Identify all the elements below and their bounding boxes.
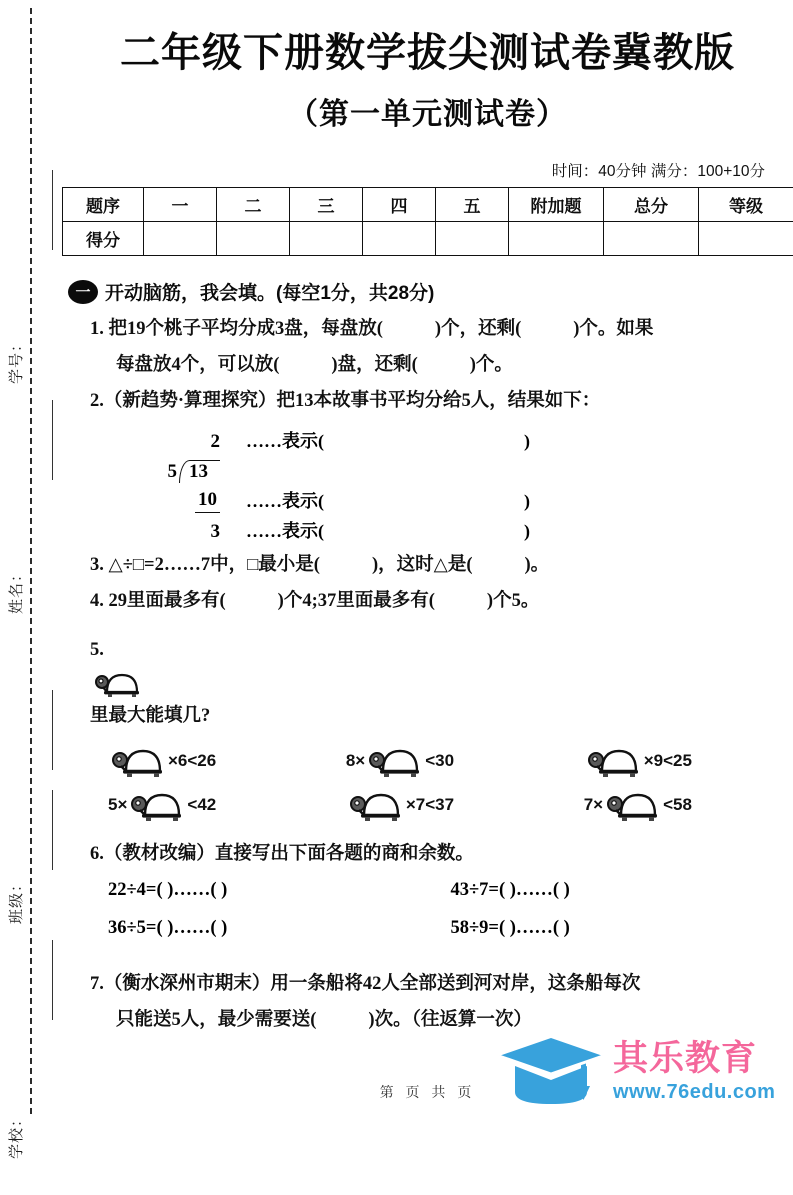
division-label-b	[246, 487, 530, 513]
score-cell[interactable]	[144, 222, 217, 256]
score-table-header-cell: 二	[217, 188, 290, 222]
division-remainder-row	[102, 513, 793, 543]
division-label-c-close: )	[524, 521, 530, 541]
q5-item-2	[346, 744, 584, 778]
q4-text-c: )个5。	[487, 591, 539, 611]
question-7	[90, 966, 783, 1038]
q5-item-5-after: ×7<37	[406, 795, 454, 815]
q5-item-1-after: ×6<26	[168, 751, 216, 771]
q3-text-b: )，这时△是(	[372, 555, 473, 575]
margin-field-school: 学校：	[5, 1075, 26, 1195]
score-table-header-cell: 五	[436, 188, 509, 222]
division-bracket	[179, 460, 220, 483]
q5-item-3-after: ×9<25	[644, 751, 692, 771]
division-remainder-wrap	[102, 521, 232, 543]
seal-line-segment	[52, 790, 53, 870]
brand-url: www.76edu.com	[613, 1081, 775, 1104]
division-product: 10	[195, 489, 220, 513]
score-table-header-row	[63, 188, 793, 222]
question-4-line	[90, 583, 783, 619]
question-6-row-2	[108, 910, 793, 948]
score-table-header-cell: 总分	[604, 188, 699, 222]
division-label-b-text: ……表示(	[246, 491, 324, 511]
question-4	[90, 583, 783, 619]
left-margin-strip	[0, 0, 62, 1122]
turtle-icon	[584, 744, 644, 778]
turtle-icon	[346, 788, 406, 822]
q5-item-4-after: <42	[187, 795, 216, 815]
division-dividend-row	[102, 453, 793, 483]
page-title: 二年级下册数学拔尖测试卷冀教版	[62, 0, 793, 77]
score-table-header-cell: 附加题	[509, 188, 604, 222]
score-table-header-cell: 三	[290, 188, 363, 222]
q4-text-b: )个4;37里面最多有(	[278, 591, 435, 611]
score-table-value-row	[63, 222, 793, 256]
margin-field-class: 班级：	[5, 840, 26, 960]
brand-text-block	[613, 1041, 775, 1104]
q3-text-c: )。	[525, 555, 550, 575]
section-number-badge: 一	[68, 280, 98, 304]
division-dividend-wrap	[102, 460, 220, 483]
question-3	[90, 547, 783, 583]
q6-item-4[interactable]: 58÷9=( )……( )	[451, 910, 793, 948]
seal-line-segment	[52, 690, 53, 770]
q7-text-a: 只能送5人，最少需要送(	[116, 1010, 316, 1030]
q6-item-3[interactable]: 36÷5=( )……( )	[108, 910, 451, 948]
q5-item-4	[108, 788, 346, 822]
question-2-stem: 2.（新趋势·算理探究）把13本故事书平均分给5人，结果如下：	[90, 383, 783, 419]
question-6-stem: 6.（教材改编）直接写出下面各题的商和余数。	[90, 836, 783, 872]
question-3-line	[90, 547, 783, 583]
q1-text-e: )盘，还剩(	[331, 355, 417, 375]
brand-name: 其乐教育	[613, 1041, 775, 1076]
turtle-icon	[108, 744, 168, 778]
q6-item-1[interactable]: 22÷4=( )……( )	[108, 872, 451, 910]
margin-field-student-id: 学号：	[5, 300, 26, 420]
q5-item-1	[108, 744, 346, 778]
page-footer: 第 页 共 页	[62, 1082, 793, 1102]
q5-item-3	[584, 744, 793, 778]
score-table-row-label: 得分	[63, 222, 144, 256]
exam-meta: 时间：40分钟 满分：100+10分	[62, 159, 765, 181]
score-cell[interactable]	[436, 222, 509, 256]
question-5-row-1	[108, 744, 793, 778]
q1-text-b: )个，还剩(	[435, 319, 521, 339]
exam-sheet	[62, 0, 793, 1122]
q1-text-d: 每盘放4个，可以放(	[116, 355, 279, 375]
turtle-icon	[603, 788, 663, 822]
division-label-a-close: )	[524, 431, 530, 451]
turtle-icon	[91, 668, 143, 698]
dashed-cut-line	[30, 8, 32, 1114]
q5-item-6-after: <58	[663, 795, 692, 815]
question-1	[90, 311, 783, 383]
question-1-line-2	[116, 347, 783, 383]
division-divisor: 5	[168, 461, 178, 483]
q1-text-c: )个。如果	[573, 319, 653, 339]
section-one-header	[68, 278, 793, 305]
q1-text-a: 1. 把19个桃子平均分成3盘，每盘放(	[90, 319, 383, 339]
score-cell[interactable]	[290, 222, 363, 256]
question-5	[90, 632, 783, 734]
q1-text-f: )个。	[470, 355, 513, 375]
score-cell[interactable]	[217, 222, 290, 256]
question-6-row-1	[108, 872, 793, 910]
q5-item-2-after: <30	[425, 751, 454, 771]
page-subtitle: （第一单元测试卷）	[62, 77, 793, 133]
margin-field-name: 姓名：	[5, 530, 26, 650]
division-quotient: 2	[102, 431, 232, 453]
score-table-header-cell: 一	[144, 188, 217, 222]
question-7-line-1: 7.（衡水深州市期末）用一条船将42人全部送到河对岸，这条船每次	[90, 966, 783, 1002]
division-dividend: 13	[189, 461, 208, 482]
q5-stem-text: 里最大能填几?	[90, 706, 210, 726]
question-5-row-2	[108, 788, 793, 822]
turtle-icon	[127, 788, 187, 822]
question-6	[90, 836, 783, 872]
score-cell[interactable]	[604, 222, 699, 256]
turtle-icon	[365, 744, 425, 778]
q7-text-b: )次。（往返算一次）	[368, 1010, 531, 1030]
score-cell[interactable]	[509, 222, 604, 256]
q4-text-a: 4. 29里面最多有(	[90, 591, 226, 611]
seal-line-segment	[52, 400, 53, 480]
q5-item-5	[346, 788, 584, 822]
q3-text-a: 3. △÷□=2……7中，□最小是(	[90, 555, 320, 575]
q5-item-6	[584, 788, 793, 822]
graduation-cap-icon	[495, 1034, 607, 1110]
score-table-header-cell: 题序	[63, 188, 144, 222]
division-product-wrap	[102, 489, 232, 513]
q5-item-4-before: 5×	[108, 795, 127, 815]
division-label-a	[246, 427, 530, 453]
question-5-stem	[90, 632, 783, 734]
brand-watermark	[495, 1032, 793, 1112]
division-quotient-row	[102, 423, 793, 453]
score-cell[interactable]	[699, 222, 793, 256]
question-1-line-1	[90, 311, 783, 347]
division-remainder: 3	[211, 521, 221, 542]
division-label-c-text: ……表示(	[246, 521, 324, 541]
score-table	[62, 187, 793, 256]
q6-item-2[interactable]: 43÷7=( )……( )	[451, 872, 793, 910]
score-table-header-cell: 等级	[699, 188, 793, 222]
division-label-a-text: ……表示(	[246, 431, 324, 451]
score-cell[interactable]	[363, 222, 436, 256]
score-table-header-cell: 四	[363, 188, 436, 222]
division-product-row	[102, 483, 793, 513]
question-2	[90, 383, 783, 419]
seal-line-segment	[52, 940, 53, 1020]
long-division-diagram	[102, 423, 793, 543]
q5-item-2-before: 8×	[346, 751, 365, 771]
seal-line-segment	[52, 170, 53, 250]
division-label-b-close: )	[524, 491, 530, 511]
division-label-c	[246, 517, 530, 543]
q5-number: 5.	[90, 640, 104, 660]
q5-item-6-before: 7×	[584, 795, 603, 815]
section-title: 开动脑筋，我会填。(每空1分，共28分)	[105, 278, 434, 305]
